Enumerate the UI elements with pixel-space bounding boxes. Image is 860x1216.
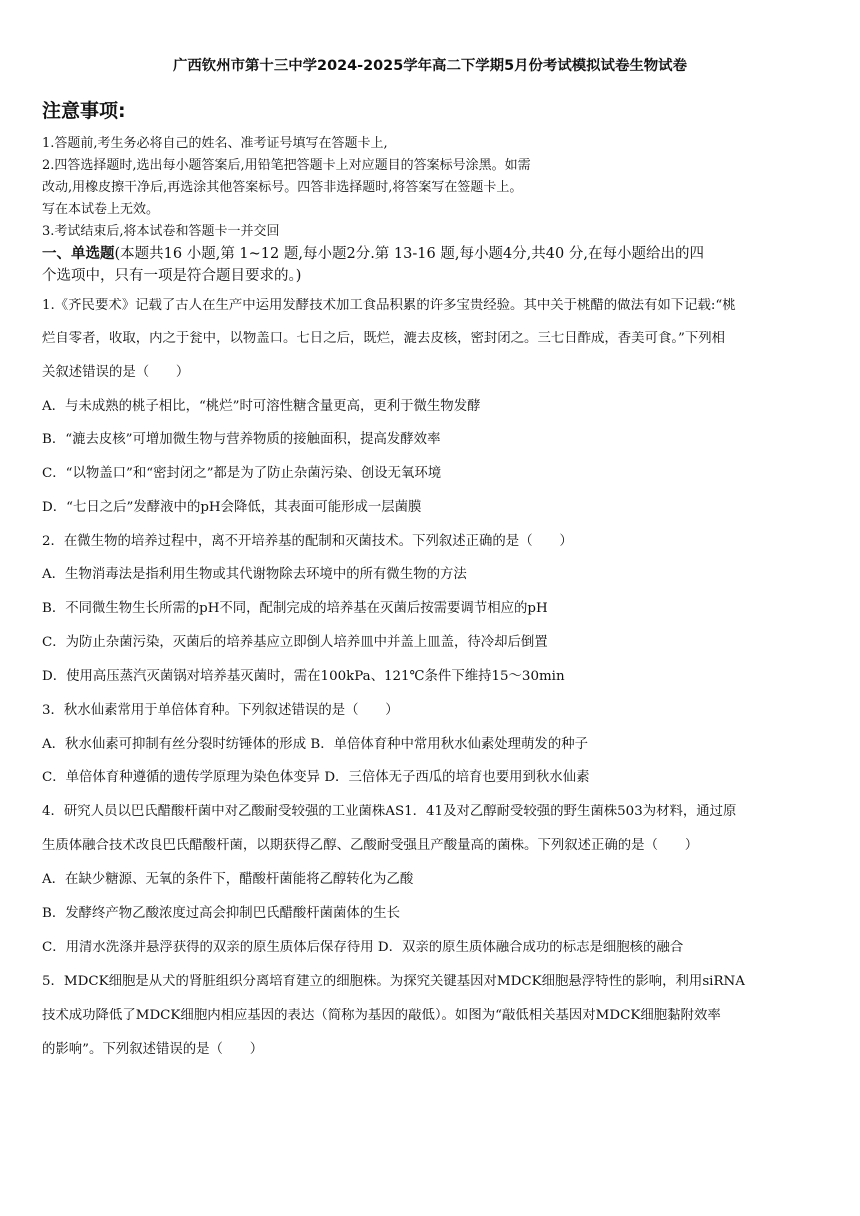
question-2-option-c: C．为防止杂菌污染，灭菌后的培养基应立即倒人培养皿中并盖上皿盖，待冷却后倒置 xyxy=(42,635,548,650)
question-3-stem: 3．秋水仙素常用于单倍体育种。下列叙述错误的是（ ） xyxy=(42,703,399,718)
section-heading-line-1 xyxy=(42,246,704,262)
document-title: 广西钦州市第十三中学2024-2025学年高二下学期5月份考试模拟试卷生物试卷 xyxy=(173,58,687,74)
notice-line-4: 写在本试卷上无效。 xyxy=(42,202,160,217)
question-5-stem-line-2: 技术成功降低了MDCK细胞内相应基因的表达（简称为基因的敲低）。如图为“敲低相关基因对MDCK细胞黏附效率 xyxy=(42,1008,721,1023)
question-4-options-cd: C．用清水洗涤并悬浮获得的双亲的原生质体后保存待用 D．双亲的原生质体融合成功的标志是细胞核的融合 xyxy=(42,940,684,955)
section-label: 一、单选题 xyxy=(42,245,115,262)
question-1-stem-line-2: 烂自零者，收取，内之于瓮中，以物盖口。七日之后，既烂，漉去皮核，密封闭之。三七日酢成，香美可食。”下列相 xyxy=(42,331,726,346)
question-5-stem-line-3: 的影响”。下列叙述错误的是（ ） xyxy=(42,1042,264,1057)
question-4-option-a: A．在缺少糖源、无氧的条件下，醋酸杆菌能将乙醇转化为乙酸 xyxy=(42,872,414,887)
question-3-options-ab: A．秋水仙素可抑制有丝分裂时纺锤体的形成 B．单倍体育种中常用秋水仙素处理萌发的种子 xyxy=(42,737,588,752)
question-2-stem: 2．在微生物的培养过程中，离不开培养基的配制和灭菌技术。下列叙述正确的是（ ） xyxy=(42,534,573,549)
notice-heading: 注意事项: xyxy=(42,100,126,122)
section-instructions: (本题共16 小题,第 1~12 题,每小题2分.第 13-16 题,每小题4分,共40 分,在每小题给出的四 xyxy=(114,246,704,262)
question-5-stem-line-1: 5．MDCK细胞是从犬的肾脏组织分离培育建立的细胞株。为探究关键基因对MDCK细胞悬浮特性的影响，利用siRNA xyxy=(42,974,745,989)
question-1-option-c: C．“以物盖口”和“密封闭之”都是为了防止杂菌污染、创设无氧环境 xyxy=(42,466,442,481)
question-1-option-d: D．“七日之后”发酵液中的pH会降低，其表面可能形成一层菌膜 xyxy=(42,500,422,515)
question-2-option-b: B．不同微生物生长所需的pH不同，配制完成的培养基在灭菌后按需要调节相应的pH xyxy=(42,601,548,616)
question-4-stem-line-1: 4．研究人员以巴氏醋酸杆菌中对乙酸耐受较强的工业菌株AS1．41及对乙醇耐受较强的野生菌株503为材料，通过原 xyxy=(42,804,737,819)
notice-line-2: 2.四答选择题时,选出每小题答案后,用铅笔把答题卡上对应题目的答案标号涂黑。如需 xyxy=(42,158,531,173)
question-1-stem-line-3: 关叙述错误的是（ ） xyxy=(42,365,190,380)
question-2-option-d: D．使用高压蒸汽灭菌锅对培养基灭菌时，需在100kPa、121℃条件下维持15～30min xyxy=(42,669,565,684)
question-1-stem-line-1: 1.《齐民要术》记载了古人在生产中运用发酵技术加工食品积累的许多宝贵经验。其中关于桃醋的做法有如下记载:“桃 xyxy=(42,298,736,313)
section-heading-line-2: 个选项中，只有一项是符合题目要求的。) xyxy=(42,268,302,284)
question-1-option-b: B．“漉去皮核”可增加微生物与营养物质的接触面积，提高发酵效率 xyxy=(42,432,441,447)
question-4-option-b: B．发酵终产物乙酸浓度过高会抑制巴氏醋酸杆菌菌体的生长 xyxy=(42,906,400,921)
notice-line-5: 3.考试结束后,将本试卷和答题卡一并交回 xyxy=(42,224,280,239)
question-2-option-a: A．生物消毒法是指利用生物或其代谢物除去环境中的所有微生物的方法 xyxy=(42,567,467,582)
notice-line-1: 1.答题前,考生务必将自己的姓名、准考证号填写在答题卡上, xyxy=(42,136,388,151)
notice-line-3: 改动,用橡皮擦干净后,再选涂其他答案标号。四答非选择题时,将答案写在签题卡上。 xyxy=(42,180,523,195)
question-1-option-a: A．与未成熟的桃子相比，“桃烂”时可溶性糖含量更高，更利于微生物发酵 xyxy=(42,399,481,414)
question-3-options-cd: C．单倍体育种遵循的遗传学原理为染色体变异 D．三倍体无子西瓜的培育也要用到秋水仙素 xyxy=(42,770,590,785)
question-4-stem-line-2: 生质体融合技术改良巴氏醋酸杆菌，以期获得乙醇、乙酸耐受强且产酸量高的菌株。下列叙述正确的是（ ） xyxy=(42,838,699,853)
